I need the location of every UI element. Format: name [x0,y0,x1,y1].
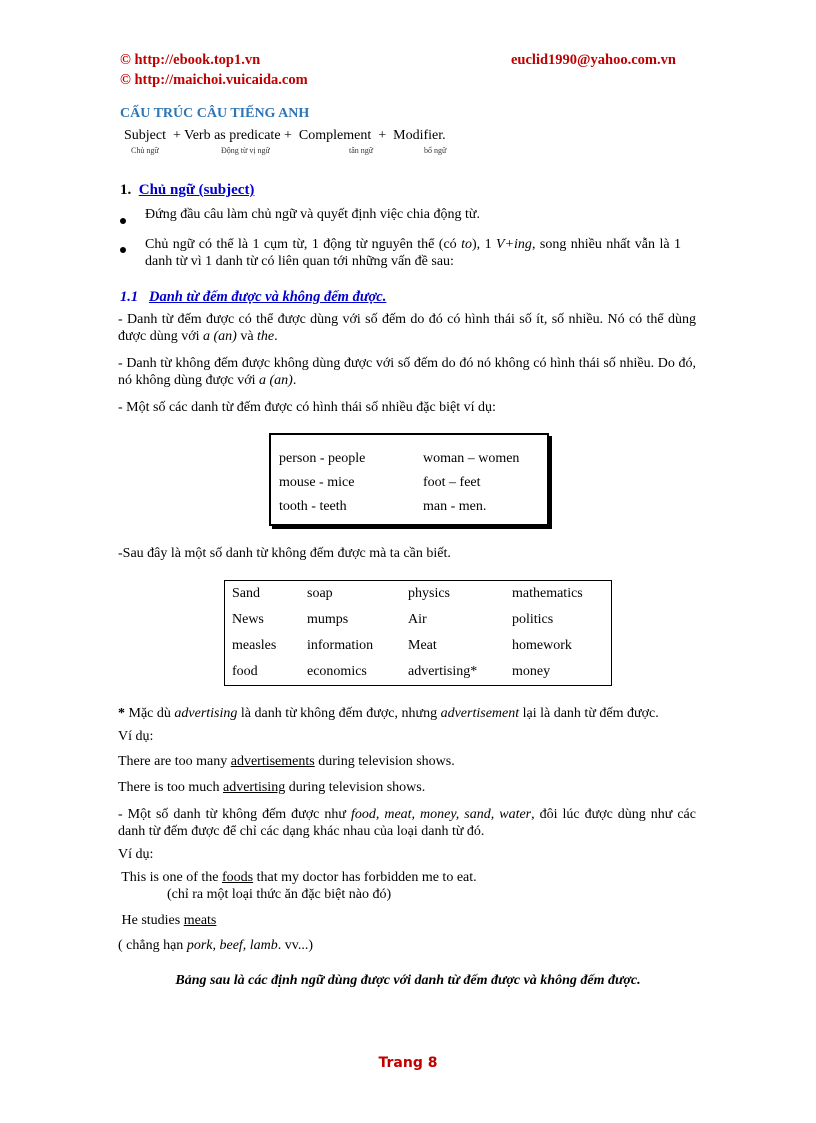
table-cell: measles [232,638,277,653]
closing-caption: Bảng sau là các định ngữ dùng được với danh từ đếm được và không đếm được. [175,973,641,988]
header-link-maichoi[interactable]: © http://maichoi.vuicaida.com [120,72,308,88]
subsection-title[interactable]: Danh từ đếm được và không đếm được. [149,289,387,305]
table-cell: Sand [232,586,260,601]
table-cell: physics [408,586,450,601]
section1-heading [120,182,254,199]
table-cell: News [232,612,264,627]
table-cell: foot – feet [423,475,481,490]
bullet-item: Đứng đầu câu làm chủ ngữ và quyết định việc chia động từ. [145,207,480,222]
table-cell: person - people [279,451,366,466]
example-note: (chỉ ra một loại thức ăn đặc biệt nào đó) [167,887,392,902]
page-number: Trang 8 [378,1055,438,1071]
label-subject: Chủ ngữ [131,146,159,155]
para-food-meat: - Một số danh từ không đếm được như food, meat, money, sand, water, đôi lúc được dùng như các danh từ đếm được để chỉ các dạng khác nhau của loại danh từ đó. [118,807,696,839]
table-cell: woman – women [423,451,520,466]
table-cell: advertising* [408,664,478,679]
example-sentence: There is too much advertising during television shows. [118,780,426,795]
section1-number: 1. [120,182,132,198]
table-cell: mouse - mice [279,475,355,490]
example-sentence: There are too many advertisements during television shows. [118,754,455,769]
example-label: Ví dụ: [118,729,154,744]
para-special-plural: - Một số các danh từ đếm được có hình thái số nhiều đặc biệt ví dụ: [118,400,496,415]
example-sentence: He studies meats [118,913,217,928]
example-label: Ví dụ: [118,847,154,862]
para-uncountable-list: -Sau đây là một số danh từ không đếm được mà ta cần biết. [118,546,451,561]
page-title: CẤU TRÚC CÂU TIẾNG ANH [120,106,310,121]
structure-formula: Subject + Verb as predicate + Complement + Modifier. [124,128,446,143]
table-cell: homework [512,638,572,653]
table-cell: tooth - teeth [279,499,347,514]
para-countable: - Danh từ đếm được có thể được dùng với số đếm do đó có hình thái số ít, số nhiều. Nó có thể dùng được dùng với a (an) và the. [118,312,696,344]
header-link-ebook[interactable]: © http://ebook.top1.vn [120,52,261,68]
label-modifier: bổ ngữ [424,146,447,155]
table-cell: food [232,664,258,679]
table-cell: politics [512,612,554,627]
subsection-heading [120,289,386,306]
section1-title[interactable]: Chủ ngữ (subject) [138,182,255,198]
table-cell: soap [307,586,333,601]
table-cell: economics [307,664,367,679]
uncountable-table [224,580,612,686]
label-verb: Động từ vị ngữ [221,146,270,155]
table-cell: money [512,664,551,679]
table-cell: Air [408,612,427,627]
para-uncountable: - Danh từ không đếm được không dùng được với số đếm do đó nó không có hình thái số nhiều. Do đó, nó không dùng được với a (an). [118,356,696,388]
table-cell: man - men. [423,499,487,514]
example-note: ( chẳng hạn pork, beef, lamb. vv...) [118,938,314,953]
header-email[interactable]: euclid1990@yahoo.com.vn [511,52,676,68]
label-complement: tân ngữ [349,146,374,155]
example-sentence: This is one of the foods that my doctor has forbidden me to eat. [118,870,477,885]
bullet-marker [120,242,126,258]
table-cell: mumps [307,612,349,627]
bullet-item: Chủ ngữ có thể là 1 cụm từ, 1 động từ nguyên thể (có to), 1 V+ing, song nhiều nhất vẫn là 1 danh từ vì 1 danh từ có liên quan tới những vấn đề sau: [145,237,681,269]
table-cell: information [307,638,374,653]
bullet-marker [120,213,126,229]
note-advertising: * Mặc dù advertising là danh từ không đếm được, nhưng advertisement lại là danh từ đếm được. [118,706,659,721]
subsection-number: 1.1 [120,289,139,305]
table-cell: Meat [408,638,437,653]
plural-table [269,433,549,526]
table-cell: mathematics [512,586,583,601]
